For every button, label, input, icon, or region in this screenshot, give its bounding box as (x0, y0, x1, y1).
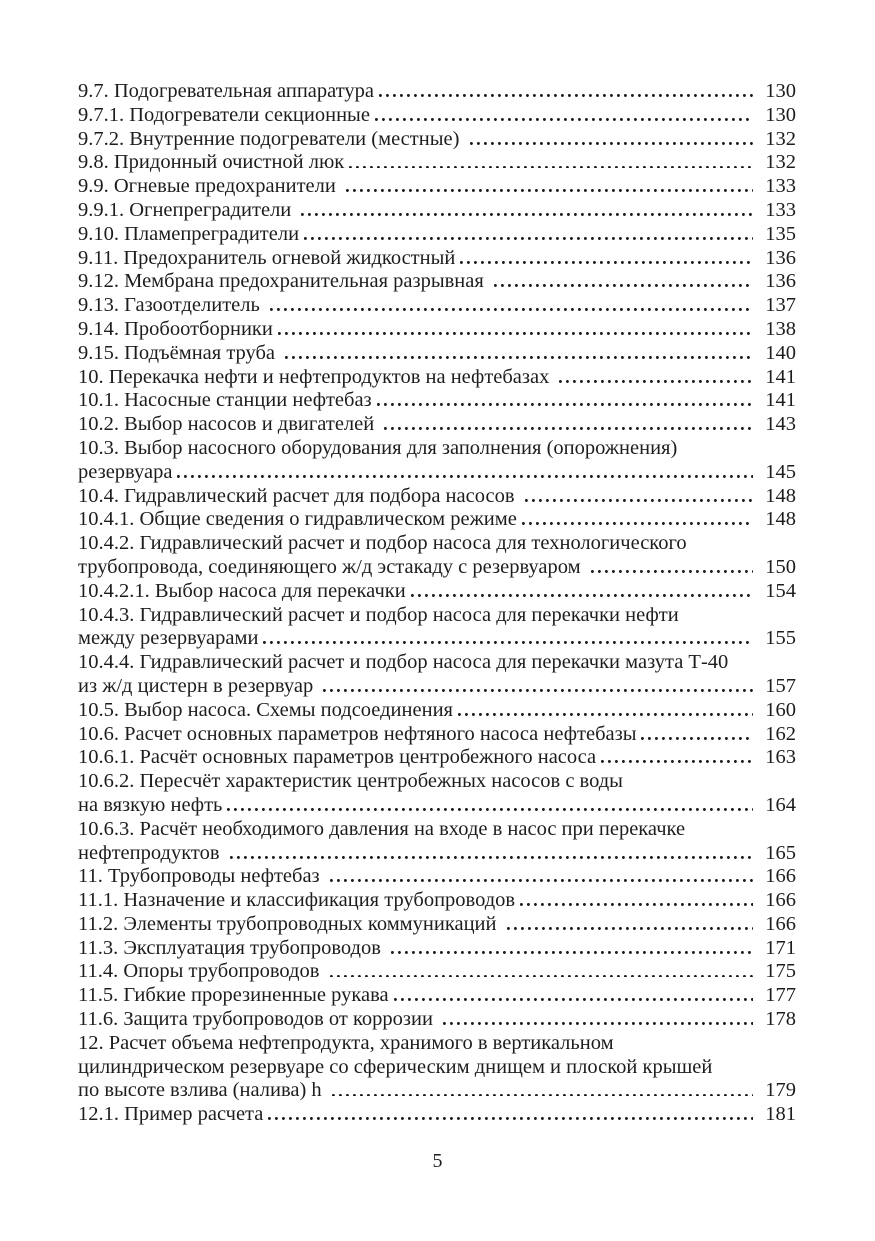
toc-entry-page-number: 163 (765, 746, 796, 769)
toc-entry-page-number: 133 (765, 198, 796, 221)
toc-entry (78, 723, 796, 747)
toc-entry (78, 1008, 796, 1032)
toc-entry-page-number: 130 (765, 80, 796, 102)
toc-entry-title: 9.14. Пробоотборники (78, 317, 273, 340)
toc-entry-title: 11.6. Защита трубопроводов от коррозии (78, 1008, 439, 1031)
toc-entry (78, 80, 796, 104)
dot-leader (470, 142, 753, 145)
toc-entry-page-number: 150 (765, 555, 796, 578)
toc-entry-page-number: 141 (765, 389, 796, 412)
dot-leader (458, 713, 753, 716)
toc-entry-page-number: 140 (765, 341, 796, 364)
dot-leader (346, 189, 753, 192)
toc-entry-line (78, 223, 796, 247)
toc-entry (78, 318, 796, 342)
dot-leader (411, 594, 753, 597)
toc-entry-line (78, 913, 796, 937)
toc-entry-title: 11.3. Эксплуатация трубопроводов (78, 936, 387, 959)
toc-entry-title: 10.5. Выбор насоса. Схемы подсоединения (78, 698, 453, 721)
toc-entry-line (78, 794, 796, 818)
dot-leader (641, 737, 753, 740)
dot-leader (394, 998, 753, 1001)
toc-entry (78, 366, 796, 390)
toc-entry-title: 9.15. Подъёмная труба (78, 341, 281, 364)
toc-entry (78, 937, 796, 961)
dot-leader (304, 237, 753, 240)
dot-leader (323, 689, 753, 692)
toc-entry-line (78, 960, 796, 984)
toc-entry-line (78, 627, 796, 651)
toc-entry-page-number: 171 (765, 936, 796, 959)
toc-entry-line (78, 580, 796, 604)
dot-leader (377, 403, 753, 406)
toc-entry (78, 913, 796, 937)
toc-entry-line (78, 413, 796, 437)
toc-entry-line (78, 461, 796, 485)
toc-entry-page-number: 136 (765, 246, 796, 269)
toc-entry (78, 437, 796, 485)
toc-entry (78, 960, 796, 984)
toc-entry (78, 1032, 796, 1103)
toc-entry-title: 9.9.1. Огнепреградители (78, 198, 297, 221)
dot-leader (443, 1022, 753, 1025)
toc-entry-title: трубопровода, соединяющего ж/д эстакаду с резервуаром (78, 555, 586, 578)
toc-entry-line (78, 1008, 796, 1032)
dot-leader (559, 380, 753, 383)
toc-entry-page-number: 162 (765, 722, 796, 745)
dot-leader (177, 475, 753, 478)
toc-entry-title: нефтепродуктов (78, 841, 225, 864)
toc-entry (78, 1103, 796, 1127)
toc-entry-title: из ж/д цистерн в резервуар (78, 674, 319, 697)
toc-entry-line (78, 699, 796, 723)
toc-entry-title: 11. Трубопроводы нефтебаз (78, 865, 325, 888)
dot-leader (278, 332, 753, 335)
page-number: 5 (432, 1150, 443, 1172)
toc-entry-page-number: 166 (765, 912, 796, 935)
toc-entry-line (78, 104, 796, 128)
toc-entry-line (78, 318, 796, 342)
toc-entry-page-number: 157 (765, 674, 796, 697)
toc-entry (78, 865, 796, 889)
toc-entry (78, 270, 796, 294)
toc-entry-continuation-line: 10.4.2. Гидравлический расчет и подбор насоса для технологического (78, 532, 687, 555)
toc-entry-continuation-line: 10.4.3. Гидравлический расчет и подбор насоса для перекачки нефти (78, 603, 679, 626)
toc-entry-title: 9.12. Мембрана предохранительная разрывная (78, 270, 489, 293)
toc-entry (78, 389, 796, 413)
toc-entry-line (78, 984, 796, 1008)
toc-entry-line (78, 80, 796, 104)
toc-entry-line (78, 842, 796, 866)
toc-entry-continuation-line: 10.6.2. Пересчёт характеристик центробежных насосов с воды (78, 770, 623, 793)
dot-leader (379, 94, 753, 97)
toc-entry (78, 104, 796, 128)
table-of-contents (78, 80, 796, 1127)
toc-entry-title: 9.7.2. Внутренние подогреватели (местные) (78, 127, 465, 150)
dot-leader (384, 427, 753, 430)
toc-entry-page-number: 132 (765, 151, 796, 174)
toc-entry-continuation-line: 10.6.3. Расчёт необходимого давления на входе в насос при перекачке (78, 817, 686, 840)
toc-entry (78, 342, 796, 366)
toc-entry-line (78, 746, 796, 770)
dot-leader (332, 1093, 753, 1096)
toc-entry-title: между резервуарами (78, 627, 259, 650)
toc-entry-continuation-line: цилиндрическом резервуаре со сферическим днищем и плоской крышей (78, 1055, 713, 1078)
toc-entry (78, 580, 796, 604)
dot-leader (391, 951, 753, 954)
toc-entry-line (78, 199, 796, 223)
dot-leader (507, 927, 753, 930)
toc-entry-line (78, 247, 796, 271)
toc-entry (78, 247, 796, 271)
toc-entry-page-number: 133 (765, 175, 796, 198)
toc-entry-page-number: 160 (765, 698, 796, 721)
toc-entry (78, 413, 796, 437)
toc-entry-page-number: 181 (765, 1103, 796, 1126)
toc-entry-line (78, 485, 796, 509)
toc-entry (78, 508, 796, 532)
toc-entry-page-number: 137 (765, 294, 796, 317)
toc-entry-page-number: 138 (765, 317, 796, 340)
toc-entry (78, 604, 796, 652)
toc-entry-title: 11.2. Элементы трубопроводных коммуникаций (78, 912, 502, 935)
toc-entry-page-number: 165 (765, 841, 796, 864)
toc-entry (78, 199, 796, 223)
toc-entry-page-number: 130 (765, 103, 796, 126)
toc-entry-line (78, 175, 796, 199)
toc-entry-page-number: 135 (765, 222, 796, 245)
toc-entry (78, 818, 796, 866)
toc-entry-title: 9.8. Придонный очистной люк (78, 151, 345, 174)
toc-entry (78, 746, 796, 770)
dot-leader (375, 118, 753, 121)
dot-leader (285, 356, 753, 359)
toc-entry-page-number: 166 (765, 889, 796, 912)
dot-leader (525, 499, 753, 502)
toc-entry (78, 485, 796, 509)
toc-entry (78, 128, 796, 152)
toc-entry-title: 10. Перекачка нефти и нефтепродуктов на нефтебазах (78, 365, 555, 388)
toc-entry (78, 175, 796, 199)
toc-entry-line (78, 1103, 796, 1127)
dot-leader (330, 879, 753, 882)
toc-entry-title: 9.9. Огневые предохранители (78, 175, 341, 198)
toc-entry-title: 9.7.1. Подогреватели секционные (78, 103, 370, 126)
toc-entry (78, 889, 796, 913)
toc-entry-line (78, 294, 796, 318)
toc-entry-title: 10.4.2.1. Выбор насоса для перекачки (78, 579, 406, 602)
toc-entry (78, 294, 796, 318)
dot-leader (349, 165, 753, 168)
toc-entry-line (78, 556, 796, 580)
toc-entry-line (78, 723, 796, 747)
toc-entry-page-number: 136 (765, 270, 796, 293)
toc-entry-title: 10.6. Расчет основных параметров нефтяного насоса нефтебазы (78, 722, 637, 745)
toc-entry-title: 11.1. Назначение и классификация трубопроводов (78, 889, 516, 912)
dot-leader (268, 1117, 753, 1120)
toc-entry (78, 770, 796, 818)
toc-entry-title: 11.5. Гибкие прорезиненные рукава (78, 984, 389, 1007)
toc-entry (78, 984, 796, 1008)
toc-entry-page-number: 148 (765, 484, 796, 507)
toc-entry (78, 151, 796, 175)
toc-entry-page-number: 143 (765, 413, 796, 436)
toc-entry-title: 9.7. Подогревательная аппаратура (78, 80, 374, 102)
toc-entry-line (78, 389, 796, 413)
toc-entry (78, 223, 796, 247)
toc-entry-title: на вязкую нефть (78, 793, 223, 816)
toc-entry (78, 651, 796, 699)
toc-entry-page-number: 154 (765, 579, 796, 602)
toc-entry-line (78, 342, 796, 366)
toc-entry-line (78, 151, 796, 175)
dot-leader (270, 308, 753, 311)
toc-entry-continuation-line: 10.4.4. Гидравлический расчет и подбор насоса для перекачки мазута Т-40 (78, 651, 729, 674)
toc-entry-page-number: 164 (765, 793, 796, 816)
toc-entry-title: 12.1. Пример расчета (78, 1103, 264, 1126)
toc-entry-title: 10.2. Выбор насосов и двигателей (78, 413, 380, 436)
dot-leader (494, 284, 753, 287)
toc-entry (78, 532, 796, 580)
toc-entry-page-number: 166 (765, 865, 796, 888)
toc-entry-page-number: 132 (765, 127, 796, 150)
toc-entry-title: 10.4.1. Общие сведения о гидравлическом режиме (78, 508, 517, 531)
toc-entry-page-number: 177 (765, 984, 796, 1007)
toc-entry-page-number: 179 (765, 1079, 796, 1102)
toc-entry-title: 10.4. Гидравлический расчет для подбора насосов (78, 484, 520, 507)
dot-leader (330, 974, 753, 977)
dot-leader (522, 522, 753, 525)
toc-entry (78, 699, 796, 723)
dot-leader (460, 261, 753, 264)
toc-entry-title: 9.13. Газоотделитель (78, 294, 265, 317)
toc-entry-page-number: 155 (765, 627, 796, 650)
toc-entry-page-number: 141 (765, 365, 796, 388)
toc-entry-line (78, 937, 796, 961)
toc-entry-line (78, 508, 796, 532)
toc-entry-line (78, 675, 796, 699)
dot-leader (301, 213, 753, 216)
toc-entry-line (78, 1079, 796, 1103)
dot-leader (601, 760, 753, 763)
toc-entry-page-number: 145 (765, 460, 796, 483)
toc-entry-title: 9.11. Предохранитель огневой жидкостный (78, 246, 456, 269)
toc-entry-title: 10.6.1. Расчёт основных параметров центробежного насоса (78, 746, 597, 769)
toc-entry-page-number: 178 (765, 1008, 796, 1031)
toc-entry-line (78, 865, 796, 889)
toc-entry-line (78, 889, 796, 913)
toc-entry-continuation-line: 12. Расчет объема нефтепродукта, хранимого в вертикальном (78, 1031, 614, 1054)
toc-entry-title: 11.4. Опоры трубопроводов (78, 960, 325, 983)
toc-entry-line (78, 128, 796, 152)
dot-leader (230, 856, 753, 859)
toc-entry-title: 10.1. Насосные станции нефтебаз (78, 389, 372, 412)
toc-entry-title: резервуара (78, 460, 173, 483)
toc-entry-page-number: 175 (765, 960, 796, 983)
toc-entry-line (78, 270, 796, 294)
dot-leader (591, 570, 753, 573)
toc-entry-page-number: 148 (765, 508, 796, 531)
toc-entry-line (78, 366, 796, 390)
toc-entry-title: по высоте взлива (налива) h (78, 1079, 327, 1102)
dot-leader (227, 808, 753, 811)
dot-leader (263, 641, 753, 644)
toc-entry-continuation-line: 10.3. Выбор насосного оборудования для заполнения (опорожнения) (78, 436, 678, 459)
toc-entry-title: 9.10. Пламепреградители (78, 222, 300, 245)
dot-leader (520, 903, 753, 906)
